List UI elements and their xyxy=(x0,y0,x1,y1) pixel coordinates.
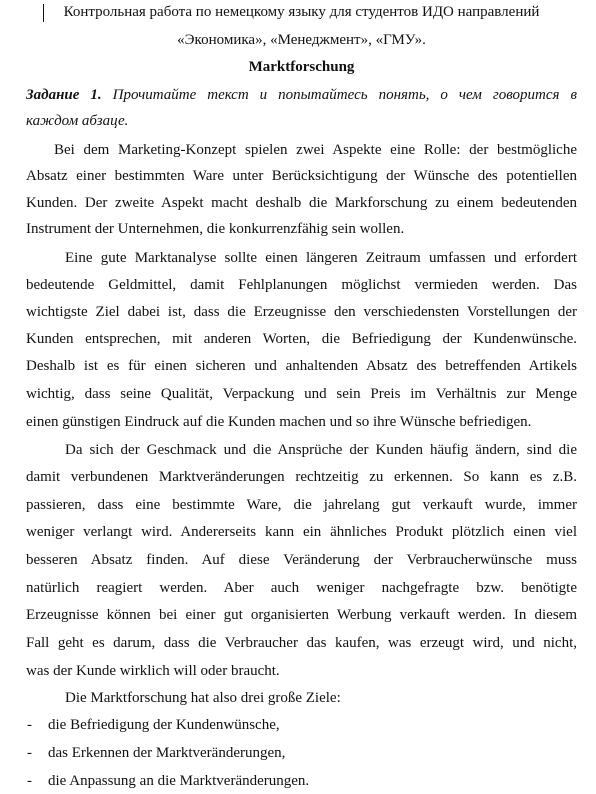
paragraph-3-line-6: natürlich reagiert werden. Aber auch weniger nachgefragte bzw. benötigte xyxy=(26,580,577,596)
header-line-2: «Экономика», «Менеджмент», «ГМУ». xyxy=(177,32,426,48)
list-item xyxy=(0,743,596,763)
task-line-2: каждом абзаце. xyxy=(26,113,129,129)
paragraph-2-line-2: bedeutende Geldmittel, damit Fehlplanungen möglichst vermieden werden. Das xyxy=(26,277,577,293)
paragraph-3-line-4: weniger verlangt wird. Andererseits kann ein ähnliches Produkt plötzlich einen viel xyxy=(26,524,577,540)
paragraph-3-line-9: was der Kunde wirklich will oder braucht. xyxy=(26,663,280,679)
list-item xyxy=(0,715,596,735)
list-item-text: das Erkennen der Marktveränderungen, xyxy=(48,745,286,761)
task-label: Задание 1. xyxy=(26,87,102,103)
paragraph-2-line-6: wichtig, dass seine Qualität, Verpackung und sein Preis im Verhältnis zur Menge xyxy=(26,386,577,402)
task-line-1 xyxy=(26,85,577,105)
task-text-1: Прочитайте текст и попытайтесь понять, о чем говорится в xyxy=(112,87,577,103)
list-intro: Die Marktforschung hat also drei große Ziele: xyxy=(65,690,341,706)
list-item-text: die Anpassung an die Marktveränderungen. xyxy=(48,773,310,789)
paragraph-1-line-1: Bei dem Marketing-Konzept spielen zwei Aspekte eine Rolle: der bestmögliche xyxy=(54,142,577,158)
list-item xyxy=(0,771,596,791)
paragraph-3-line-2: damit verbundenen Marktveränderungen rechtzeitig zu erkennen. So kann es z.B. xyxy=(26,469,577,485)
paragraph-3-line-1: Da sich der Geschmack und die Ansprüche der Kunden häufig ändern, sind die xyxy=(65,442,577,458)
paragraph-2-line-1: Eine gute Marktanalyse sollte einen längeren Zeitraum umfassen und erfordert xyxy=(65,250,577,266)
list-marker: - xyxy=(27,773,32,789)
list-item-text: die Befriedigung der Kundenwünsche, xyxy=(48,717,280,733)
paragraph-3-line-5: besseren Absatz finden. Auf diese Veränderung der Verbraucherwünsche muss xyxy=(26,552,577,568)
paragraph-1-line-4: Instrument der Unternehmen, die konkurrenzfähig sein wollen. xyxy=(26,221,405,237)
paragraph-2-line-7: einen günstigen Eindruck auf die Kunden machen und so ihre Wünsche befriedigen. xyxy=(26,414,532,430)
paragraph-1-line-2: Absatz einer bestimmten Ware unter Berücksichtigung der Wünsche des potentiellen xyxy=(26,168,577,184)
header-line-1: Контрольная работа по немецкому языку для студентов ИДО направлений xyxy=(63,4,540,20)
paragraph-2-line-4: Kunden entsprechen, mit anderen Worten, die Befriedigung der Kundenwünsche. xyxy=(26,331,577,347)
list-marker: - xyxy=(27,717,32,733)
paragraph-2-line-5: Deshalb ist es für einen sicheren und anhaltenden Absatz des betreffenden Artikels xyxy=(26,358,577,374)
paragraph-3-line-3: passieren, dass eine bestimmte Ware, die jahrelang gut verkauft wurde, immer xyxy=(26,497,577,513)
paragraph-1-line-3: Kunden. Der zweite Aspekt macht deshalb die Markforschung zu einem bedeutenden xyxy=(26,195,577,211)
document-title: Marktforschung xyxy=(248,59,355,75)
paragraph-2-line-3: wichtigste Ziel dabei ist, dass die Erzeugnisse den verschiedensten Vorstellungen der xyxy=(26,304,577,320)
paragraph-3-line-8: Fall geht es darum, dass die Verbraucher das kaufen, was erzeugt wird, und nicht, xyxy=(26,635,577,651)
paragraph-3-line-7: Erzeugnisse können bei einer gut organisierten Werbung verkauft werden. In diesem xyxy=(26,607,577,623)
list-marker: - xyxy=(27,745,32,761)
